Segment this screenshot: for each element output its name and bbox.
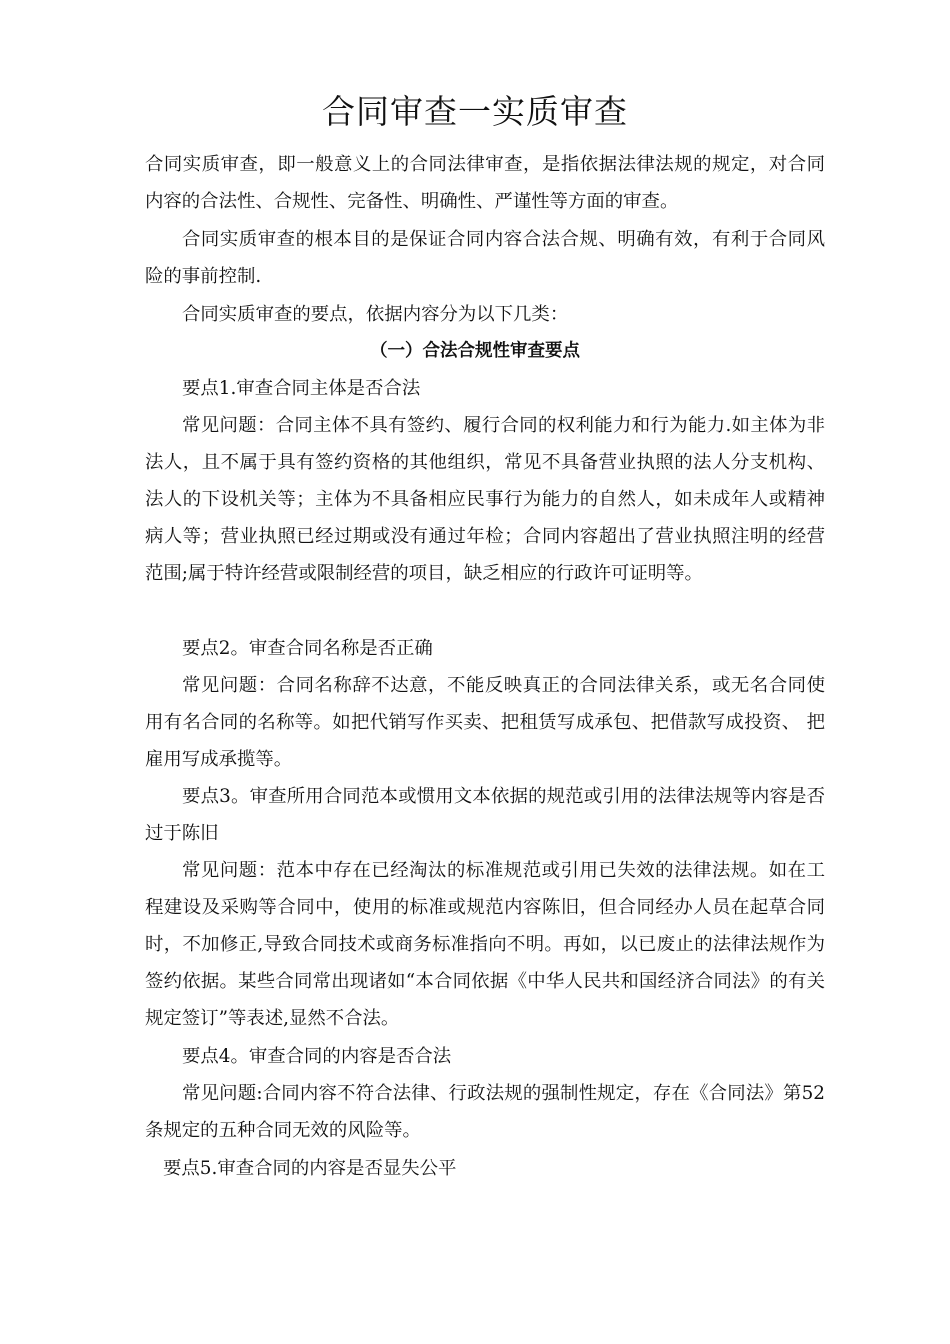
- point-1-issue-paragraph: 常见问题：合同主体不具有签约、履行合同的权利能力和行为能力.如主体为非法人，且不属于具有签约资格的其他组织，常见不具备营业执照的法人分支机构、法人的下设机关等；主体为不具备相应民事行为能力的自然人，如未成年人或精神病人等；营业执照已经过期或没有通过年检；合同内容超出了营业执照注明的经营范围;属于特许经营或限制经营的项目，缺乏相应的行政许可证明等。: [145, 415, 825, 584]
- document-title: 合同审查一实质审查: [322, 92, 628, 131]
- point-4-issue-paragraph: 常见问题:合同内容不符合法律、行政法规的强制性规定，存在《合同法》第52条规定的五种合同无效的风险等。: [145, 1083, 825, 1141]
- section-heading: （一）合法合规性审查要点: [370, 341, 580, 361]
- categories-intro-paragraph: 合同实质审查的要点，依据内容分为以下几类：: [182, 304, 569, 325]
- purpose-paragraph: 合同实质审查的根本目的是保证合同内容合法合规、明确有效，有利于合同风险的事前控制.: [145, 229, 825, 287]
- point-3-heading: 要点3。审查所用合同范本或惯用文本依据的规范或引用的法律法规等内容是否过于陈旧: [145, 786, 825, 844]
- point-3-issue-paragraph: 常见问题：范本中存在已经淘汰的标准规范或引用已失效的法律法规。如在工程建设及采购等合同中，使用的标准或规范内容陈旧，但合同经办人员在起草合同时，不加修正,导致合同技术或商务标准指向不明。再如，以已废止的法律法规作为签约依据。某些合同常出现诸如“本合同依据《中华人民共和国经济合同法》的有关规定签订”等表述,显然不合法。: [145, 860, 825, 1029]
- point-2-issue-paragraph: 常见问题：合同名称辞不达意，不能反映真正的合同法律关系，或无名合同使用有名合同的名称等。如把代销写作买卖、把租赁写成承包、把借款写成投资、 把雇用写成承揽等。: [145, 675, 825, 770]
- intro-paragraph: 合同实质审查，即一般意义上的合同法律审查，是指依据法律法规的规定，对合同内容的合法性、合规性、完备性、明确性、严谨性等方面的审查。: [145, 154, 825, 212]
- point-2-heading: 要点2。审查合同名称是否正确: [182, 638, 433, 659]
- point-1-heading: 要点1.审查合同主体是否合法: [182, 378, 421, 399]
- point-5-heading: 要点5.审查合同的内容是否显失公平: [163, 1158, 457, 1179]
- point-4-heading: 要点4。审查合同的内容是否合法: [182, 1046, 452, 1067]
